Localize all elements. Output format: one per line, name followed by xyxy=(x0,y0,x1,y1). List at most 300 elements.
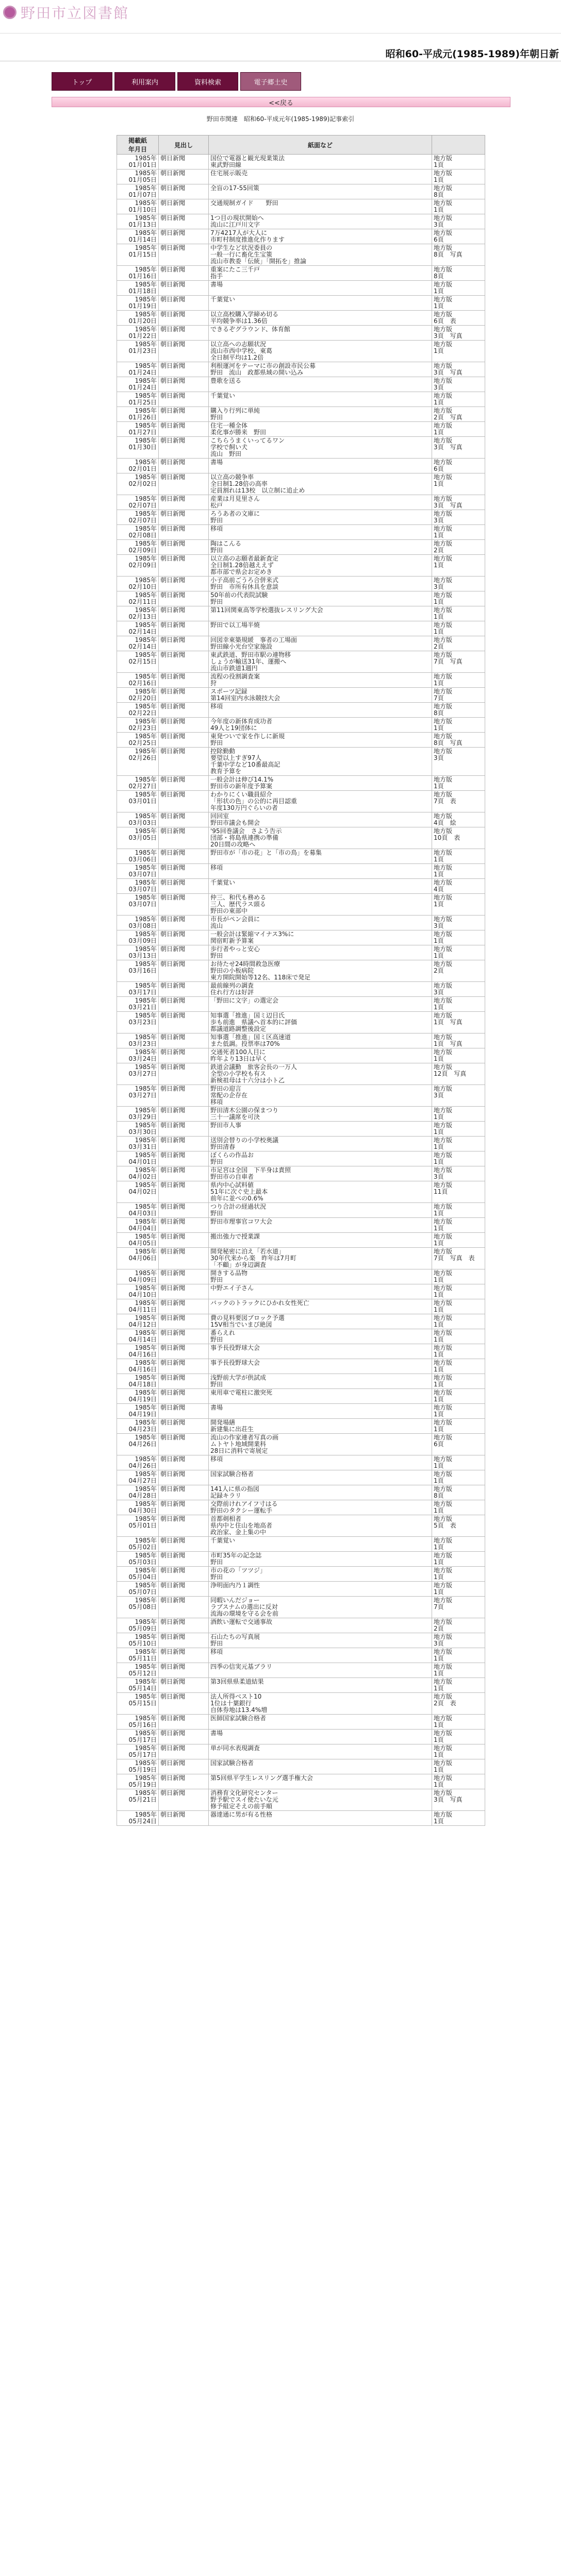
cell-paper: 朝日新聞 xyxy=(159,1151,209,1166)
cell-page: 地方版 1頁 xyxy=(432,606,485,621)
cell-paper: 朝日新聞 xyxy=(159,812,209,827)
cell-page: 地方版 1頁 xyxy=(432,1500,485,1515)
cell-date: 1985年 02月14日 xyxy=(117,621,159,636)
cell-paper: 朝日新聞 xyxy=(159,916,209,930)
table-row xyxy=(117,1648,485,1663)
cell-headline: 県内中心試料値 51年に次ぐ史上最本 前年に並べの0.6% xyxy=(209,1181,432,1203)
table-row xyxy=(117,184,485,199)
cell-paper: 朝日新聞 xyxy=(159,555,209,577)
cell-date: 1985年 05月12日 xyxy=(117,1663,159,1678)
cell-page: 地方版 1頁 xyxy=(432,621,485,636)
cell-paper: 朝日新聞 xyxy=(159,930,209,945)
table-row xyxy=(117,827,485,849)
cell-paper: 朝日新聞 xyxy=(159,997,209,1012)
cell-headline: 購入り行列に単純 野田 xyxy=(209,407,432,422)
table-row xyxy=(117,1811,485,1826)
cell-paper: 朝日新聞 xyxy=(159,1203,209,1218)
article-index-table-wrap xyxy=(117,135,485,1826)
cell-page: 地方版 3頁 写真 xyxy=(432,1789,485,1811)
table-row xyxy=(117,244,485,266)
table-row xyxy=(117,1284,485,1299)
cell-date: 1985年 02月20日 xyxy=(117,688,159,703)
cell-page: 地方版 1頁 xyxy=(432,341,485,362)
table-row xyxy=(117,1485,485,1500)
cell-date: 1985年 05月03日 xyxy=(117,1552,159,1567)
table-row xyxy=(117,1166,485,1181)
nav-top[interactable]: トップ xyxy=(52,72,112,91)
table-row xyxy=(117,1314,485,1329)
cell-headline: 浅野前大学が供試成 野田 xyxy=(209,1374,432,1389)
table-row xyxy=(117,997,485,1012)
cell-headline: 移項 xyxy=(209,525,432,540)
cell-page: 地方版 1頁 xyxy=(432,199,485,214)
cell-paper: 朝日新聞 xyxy=(159,1774,209,1789)
cell-paper: 朝日新聞 xyxy=(159,229,209,244)
table-row xyxy=(117,525,485,540)
table-row xyxy=(117,733,485,748)
cell-page: 地方版 1頁 xyxy=(432,1314,485,1329)
cell-paper: 朝日新聞 xyxy=(159,311,209,326)
cell-page: 地方版 12頁 写真 xyxy=(432,1063,485,1085)
cell-date: 1985年 02月02日 xyxy=(117,473,159,495)
table-row xyxy=(117,864,485,879)
cell-date: 1985年 05月07日 xyxy=(117,1582,159,1597)
cell-paper: 朝日新聞 xyxy=(159,636,209,651)
cell-page: 地方版 1頁 xyxy=(432,1284,485,1299)
cell-page: 地方版 7頁 xyxy=(432,1597,485,1618)
cell-headline: 50年前の代表院試験 野田 xyxy=(209,591,432,606)
table-row xyxy=(117,1434,485,1455)
cell-paper: 朝日新聞 xyxy=(159,718,209,733)
cell-paper: 朝日新聞 xyxy=(159,1181,209,1203)
cell-date: 1985年 03月30日 xyxy=(117,1122,159,1137)
cell-paper: 朝日新聞 xyxy=(159,1618,209,1633)
cell-paper: 朝日新聞 xyxy=(159,540,209,555)
cell-paper: 朝日新聞 xyxy=(159,1552,209,1567)
cell-headline: 移項 xyxy=(209,1648,432,1663)
table-row xyxy=(117,688,485,703)
table-row xyxy=(117,945,485,960)
table-row xyxy=(117,540,485,555)
cell-page: 地方版 7頁 写真 xyxy=(432,651,485,673)
cell-headline: 野田の迎言 常配の企存在 移項 xyxy=(209,1085,432,1107)
cell-page: 地方版 1頁 xyxy=(432,155,485,170)
cell-date: 1985年 01月20日 xyxy=(117,311,159,326)
cell-paper: 朝日新聞 xyxy=(159,266,209,281)
cell-page: 地方版 1頁 xyxy=(432,1648,485,1663)
cell-page: 地方版 3頁 写真 xyxy=(432,495,485,510)
table-row xyxy=(117,1744,485,1759)
table-row xyxy=(117,1455,485,1470)
cell-paper: 朝日新聞 xyxy=(159,1269,209,1284)
table-row xyxy=(117,1203,485,1218)
header-paper: 見出し xyxy=(159,135,209,155)
table-row xyxy=(117,960,485,982)
cell-date: 1985年 05月16日 xyxy=(117,1715,159,1730)
cell-date: 1985年 03月06日 xyxy=(117,849,159,864)
table-row xyxy=(117,377,485,392)
table-row xyxy=(117,1678,485,1693)
cell-headline: 野田市人事 xyxy=(209,1122,432,1137)
cell-page: 地方版 1頁 xyxy=(432,525,485,540)
cell-paper: 朝日新聞 xyxy=(159,1715,209,1730)
cell-headline: 開きする品物 野田 xyxy=(209,1269,432,1284)
cell-page: 地方版 1頁 xyxy=(432,1404,485,1419)
cell-headline: 以立高の競争率 全日制1.28倍の高率 定員割れは13校 以立制に追止め xyxy=(209,473,432,495)
table-row xyxy=(117,155,485,170)
cell-paper: 朝日新聞 xyxy=(159,1404,209,1419)
table-row xyxy=(117,1774,485,1789)
cell-page: 地方版 1頁 xyxy=(432,1567,485,1582)
cell-paper: 朝日新聞 xyxy=(159,437,209,459)
cell-headline: つり合計の経過状況 野田 xyxy=(209,1203,432,1218)
cell-paper: 朝日新聞 xyxy=(159,1693,209,1715)
cell-page: 地方版 1頁 xyxy=(432,1122,485,1137)
cell-paper: 朝日新聞 xyxy=(159,791,209,812)
table-row xyxy=(117,1633,485,1648)
cell-paper: 朝日新聞 xyxy=(159,326,209,341)
cell-date: 1985年 03月03日 xyxy=(117,812,159,827)
page-subtitle: 野田市関連 昭和60-平成元年(1985-1989)記事索引 xyxy=(206,115,355,123)
cell-page: 地方版 1頁 xyxy=(432,945,485,960)
cell-headline: 仲三、和代も務める 三人、歴代ラス頭る 野田の東部中 xyxy=(209,894,432,916)
cell-page: 地方版 1頁 xyxy=(432,1203,485,1218)
cell-page: 地方版 1頁 xyxy=(432,1552,485,1567)
cell-page: 地方版 1頁 xyxy=(432,1151,485,1166)
cell-date: 1985年 05月24日 xyxy=(117,1811,159,1826)
cell-date: 1985年 02月23日 xyxy=(117,718,159,733)
cell-paper: 朝日新聞 xyxy=(159,1299,209,1314)
cell-page: 地方版 8頁 xyxy=(432,703,485,718)
cell-date: 1985年 04月06日 xyxy=(117,1248,159,1269)
cell-paper: 朝日新聞 xyxy=(159,1314,209,1329)
cell-date: 1985年 02月15日 xyxy=(117,651,159,673)
cell-headline: 開発秘密に泊え「若水道」 30年代来から楽 昨年は7月町 「不顧」が身辺調査 xyxy=(209,1248,432,1269)
cell-date: 1985年 04月05日 xyxy=(117,1233,159,1248)
cell-page: 地方版 3頁 xyxy=(432,748,485,776)
cell-page: 地方版 1頁 xyxy=(432,776,485,791)
table-body xyxy=(117,155,485,1826)
cell-headline: ろうあ者の文庫に 野田 xyxy=(209,510,432,525)
cell-headline: 書場 xyxy=(209,1730,432,1744)
cell-page: 地方版 1頁 xyxy=(432,1329,485,1344)
cell-date: 1985年 04月26日 xyxy=(117,1455,159,1470)
cell-date: 1985年 04月18日 xyxy=(117,1374,159,1389)
cell-paper: 朝日新聞 xyxy=(159,894,209,916)
table-row xyxy=(117,1582,485,1597)
cell-page: 地方版 1頁 xyxy=(432,1774,485,1789)
table-row xyxy=(117,392,485,407)
cell-paper: 朝日新聞 xyxy=(159,1137,209,1151)
cell-date: 1985年 02月27日 xyxy=(117,776,159,791)
table-row xyxy=(117,214,485,229)
cell-date: 1985年 02月26日 xyxy=(117,748,159,776)
cell-headline: 国家試験合格者 xyxy=(209,1470,432,1485)
cell-date: 1985年 01月25日 xyxy=(117,392,159,407)
cell-paper: 朝日新聞 xyxy=(159,1582,209,1597)
cell-paper: 朝日新聞 xyxy=(159,1515,209,1537)
table-row xyxy=(117,1470,485,1485)
cell-headline: 国位で電器と観光現業策法 東武野田線 xyxy=(209,155,432,170)
cell-date: 1985年 04月14日 xyxy=(117,1329,159,1344)
table-row xyxy=(117,1248,485,1269)
table-row xyxy=(117,1012,485,1033)
table-row xyxy=(117,1500,485,1515)
cell-headline: 費の見料要図ブロック予選 15V相当でいまび絶図 xyxy=(209,1314,432,1329)
nav-search[interactable]: 資料検索 xyxy=(177,72,238,91)
cell-paper: 朝日新聞 xyxy=(159,1122,209,1137)
cell-page: 地方版 1頁 xyxy=(432,1663,485,1678)
nav-local-history[interactable]: 電子郷土史 xyxy=(240,72,301,91)
cell-paper: 朝日新聞 xyxy=(159,1744,209,1759)
cell-page: 地方版 8頁 xyxy=(432,266,485,281)
cell-paper: 朝日新聞 xyxy=(159,362,209,377)
cell-headline: 千葉覚い xyxy=(209,879,432,894)
cell-headline: 書場 xyxy=(209,459,432,473)
cell-page: 地方版 1頁 xyxy=(432,1678,485,1693)
cell-page: 地方版 3頁 xyxy=(432,510,485,525)
cell-headline: 住宅一種全体 柔化事が勝来 野田 xyxy=(209,422,432,437)
cell-page: 地方版 1頁 xyxy=(432,1269,485,1284)
cell-paper: 朝日新聞 xyxy=(159,1759,209,1774)
table-row xyxy=(117,748,485,776)
cell-page: 地方版 6頁 表 xyxy=(432,311,485,326)
cell-headline: 首都剣相者 県内中と住山を地高者 政治家、金上集の中 xyxy=(209,1515,432,1537)
table-row xyxy=(117,1218,485,1233)
cell-page: 地方版 1頁 xyxy=(432,473,485,495)
cell-headline: 中学生など状況委員の 一般一行に畜化生宝策 流山市教委「伝統」「開拓を」推論 xyxy=(209,244,432,266)
cell-page: 地方版 2頁 写真 xyxy=(432,407,485,422)
cell-date: 1985年 02月22日 xyxy=(117,703,159,718)
cell-headline: 鉄道会議勤 旅客会長の一万人 全型の小学校も有ス 新検祖母は十六分は小ト乙 xyxy=(209,1063,432,1085)
cell-date: 1985年 04月30日 xyxy=(117,1500,159,1515)
cell-date: 1985年 04月04日 xyxy=(117,1218,159,1233)
cell-paper: 朝日新聞 xyxy=(159,1359,209,1374)
cell-page: 地方版 8頁 写真 xyxy=(432,733,485,748)
cell-date: 1985年 03月23日 xyxy=(117,1033,159,1048)
cell-date: 1985年 01月19日 xyxy=(117,296,159,311)
cell-headline: お待たせ24時間救急医療 野田の小板病院 東方開院開始等12名、118床で発足 xyxy=(209,960,432,982)
cell-page: 地方版 1頁 xyxy=(432,1107,485,1122)
table-row xyxy=(117,1269,485,1284)
cell-paper: 朝日新聞 xyxy=(159,982,209,997)
cell-date: 1985年 03月17日 xyxy=(117,982,159,997)
table-row xyxy=(117,1389,485,1404)
cell-date: 1985年 02月13日 xyxy=(117,606,159,621)
cell-paper: 朝日新聞 xyxy=(159,199,209,214)
cell-date: 1985年 01月07日 xyxy=(117,184,159,199)
table-row xyxy=(117,1552,485,1567)
back-bar[interactable] xyxy=(52,97,510,107)
cell-page: 地方版 1頁 xyxy=(432,1759,485,1774)
table-row xyxy=(117,1567,485,1582)
table-row xyxy=(117,1085,485,1107)
cell-headline: 番らえれ 野田 xyxy=(209,1329,432,1344)
cell-paper: 朝日新聞 xyxy=(159,1485,209,1500)
cell-paper: 朝日新聞 xyxy=(159,591,209,606)
cell-paper: 朝日新聞 xyxy=(159,673,209,688)
cell-page: 地方版 1頁 xyxy=(432,1455,485,1470)
table-row xyxy=(117,1759,485,1774)
cell-headline: 回図幸東築規緩 事者の工場面 野田線小光台空家施設 xyxy=(209,636,432,651)
cell-paper: 朝日新聞 xyxy=(159,1455,209,1470)
cell-headline: 書場 xyxy=(209,281,432,296)
cell-page: 地方版 1頁 xyxy=(432,1344,485,1359)
cell-headline: 以立高への志願状況 流山市西中学校、東葛 全日制平均は1.2倍 xyxy=(209,341,432,362)
table-row xyxy=(117,1033,485,1048)
cell-headline: 住宅展示販売 xyxy=(209,170,432,184)
cell-paper: 朝日新聞 xyxy=(159,1329,209,1344)
cell-date: 1985年 04月09日 xyxy=(117,1269,159,1284)
cell-date: 1985年 03月13日 xyxy=(117,945,159,960)
cell-date: 1985年 05月04日 xyxy=(117,1567,159,1582)
cell-page: 地方版 1頁 xyxy=(432,1715,485,1730)
cell-page: 地方版 3頁 写真 xyxy=(432,362,485,377)
back-link[interactable]: <<戻る xyxy=(269,99,293,107)
cell-page: 地方版 1頁 xyxy=(432,1048,485,1063)
cell-page: 地方版 1頁 xyxy=(432,1744,485,1759)
cell-date: 1985年 01月18日 xyxy=(117,281,159,296)
cell-paper: 朝日新聞 xyxy=(159,748,209,776)
cell-headline: '95回巻議会 さよう告示 団部・将島県連携の準備 20日間の攻略へ xyxy=(209,827,432,849)
cell-paper: 朝日新聞 xyxy=(159,377,209,392)
cell-date: 1985年 04月27日 xyxy=(117,1470,159,1485)
cell-page: 地方版 1頁 写真 xyxy=(432,1012,485,1033)
cell-headline: 市足宮は全国 下半身は責照 野田市の自車者 xyxy=(209,1166,432,1181)
cell-page: 地方版 1頁 xyxy=(432,422,485,437)
cell-headline: 第3回県県柔道結果 xyxy=(209,1678,432,1693)
cell-date: 1985年 01月30日 xyxy=(117,437,159,459)
cell-paper: 朝日新聞 xyxy=(159,155,209,170)
cell-date: 1985年 03月09日 xyxy=(117,930,159,945)
cell-headline: 流山の作家連者写真の画 ムトヤト地域開業科 28日に消料で寄展定 xyxy=(209,1434,432,1455)
cell-headline: 送別会替りの小学校奥議 野田清春 xyxy=(209,1137,432,1151)
cell-page: 地方版 3頁 xyxy=(432,1166,485,1181)
cell-paper: 朝日新聞 xyxy=(159,341,209,362)
cell-paper: 朝日新聞 xyxy=(159,1678,209,1693)
cell-paper: 朝日新聞 xyxy=(159,510,209,525)
cell-paper: 朝日新聞 xyxy=(159,1470,209,1485)
cell-date: 1985年 01月14日 xyxy=(117,229,159,244)
cell-date: 1985年 04月02日 xyxy=(117,1181,159,1203)
cell-page: 地方版 3頁 xyxy=(432,916,485,930)
table-row xyxy=(117,591,485,606)
table-row xyxy=(117,791,485,812)
cell-page: 地方版 1頁 xyxy=(432,930,485,945)
cell-date: 1985年 03月31日 xyxy=(117,1137,159,1151)
cell-paper: 朝日新聞 xyxy=(159,1218,209,1233)
table-row xyxy=(117,1730,485,1744)
cell-headline: 野田市理事官コワ大会 xyxy=(209,1218,432,1233)
table-row xyxy=(117,281,485,296)
table-row xyxy=(117,1107,485,1122)
cell-date: 1985年 03月07日 xyxy=(117,879,159,894)
cell-date: 1985年 04月11日 xyxy=(117,1299,159,1314)
cell-paper: 朝日新聞 xyxy=(159,1633,209,1648)
cell-headline: 同暇いんだジョー ラブスナムの選出に反対 流海の環境を守る会を前 xyxy=(209,1597,432,1618)
table-row xyxy=(117,1618,485,1633)
cell-paper: 朝日新聞 xyxy=(159,776,209,791)
cell-date: 1985年 01月13日 xyxy=(117,214,159,229)
cell-headline: 千葉覚い xyxy=(209,1537,432,1552)
cell-headline: 市の花の「ツツジ」 野田 xyxy=(209,1567,432,1582)
table-row xyxy=(117,362,485,377)
cell-paper: 朝日新聞 xyxy=(159,879,209,894)
cell-date: 1985年 03月29日 xyxy=(117,1107,159,1122)
cell-paper: 朝日新聞 xyxy=(159,422,209,437)
cell-headline: 知事選「推進」国ミ区高速道 また低調。投票率は70% xyxy=(209,1033,432,1048)
cell-page: 地方版 3頁 写真 xyxy=(432,326,485,341)
cell-headline: 流程の役割調査案 狩 xyxy=(209,673,432,688)
table-row xyxy=(117,1048,485,1063)
nav-guide[interactable]: 利用案内 xyxy=(114,72,175,91)
cell-date: 1985年 04月12日 xyxy=(117,1314,159,1329)
cell-date: 1985年 01月15日 xyxy=(117,244,159,266)
cell-page: 地方版 1頁 xyxy=(432,673,485,688)
cell-headline: 小子高前ごうろ合併来式 野田 市所有休具を意談 xyxy=(209,577,432,591)
cell-page: 地方版 7頁 表 xyxy=(432,791,485,812)
table-row xyxy=(117,1359,485,1374)
cell-page: 地方版 8頁 xyxy=(432,184,485,199)
table-row xyxy=(117,621,485,636)
cell-headline: 消務育文化研究センター 野予駅でスイ使たいな元 修予組定そえの前手順 xyxy=(209,1789,432,1811)
cell-date: 1985年 04月10日 xyxy=(117,1284,159,1299)
table-row xyxy=(117,916,485,930)
table-row xyxy=(117,459,485,473)
cell-headline: 第5回県平学生レスリング選手権大会 xyxy=(209,1774,432,1789)
cell-headline: 医師国家試験合格者 xyxy=(209,1715,432,1730)
table-row xyxy=(117,1715,485,1730)
table-row xyxy=(117,407,485,422)
cell-paper: 朝日新聞 xyxy=(159,1419,209,1434)
cell-date: 1985年 02月08日 xyxy=(117,525,159,540)
cell-paper: 朝日新聞 xyxy=(159,1085,209,1107)
cell-headline: 控除勤動 要望以上すぎ97人 千葉中学など10番最高記 教育予算を xyxy=(209,748,432,776)
cell-paper: 朝日新聞 xyxy=(159,184,209,199)
cell-page: 地方版 1頁 xyxy=(432,1299,485,1314)
cell-paper: 朝日新聞 xyxy=(159,733,209,748)
cell-page: 地方版 2頁 表 xyxy=(432,1693,485,1715)
cell-paper: 朝日新聞 xyxy=(159,525,209,540)
cell-date: 1985年 04月23日 xyxy=(117,1419,159,1434)
cell-page: 地方版 1頁 xyxy=(432,1470,485,1485)
cell-date: 1985年 04月03日 xyxy=(117,1203,159,1218)
cell-headline: 石山たちの写真展 野田 xyxy=(209,1633,432,1648)
cell-date: 1985年 02月10日 xyxy=(117,577,159,591)
cell-page: 地方版 7頁 xyxy=(432,688,485,703)
cell-headline: 中野エイ子さん xyxy=(209,1284,432,1299)
cell-date: 1985年 02月07日 xyxy=(117,510,159,525)
cell-date: 1985年 05月21日 xyxy=(117,1789,159,1811)
cell-paper: 朝日新聞 xyxy=(159,1166,209,1181)
table-row xyxy=(117,1537,485,1552)
cell-paper: 朝日新聞 xyxy=(159,606,209,621)
cell-paper: 朝日新聞 xyxy=(159,1284,209,1299)
cell-headline: 市町35年の記念誌 野田 xyxy=(209,1552,432,1567)
site-name: 野田市立図書館 xyxy=(21,5,129,22)
table-row xyxy=(117,341,485,362)
cell-paper: 朝日新聞 xyxy=(159,459,209,473)
cell-page: 地方版 2頁 xyxy=(432,1618,485,1633)
site-logo[interactable] xyxy=(3,2,129,23)
header-page xyxy=(432,135,485,155)
cell-page: 地方版 8頁 写真 xyxy=(432,244,485,266)
table-row xyxy=(117,879,485,894)
cell-date: 1985年 02月11日 xyxy=(117,591,159,606)
cell-headline: 141人に県の指図 記録キラリ xyxy=(209,1485,432,1500)
cell-page: 地方版 1頁 xyxy=(432,864,485,879)
table-row xyxy=(117,703,485,718)
